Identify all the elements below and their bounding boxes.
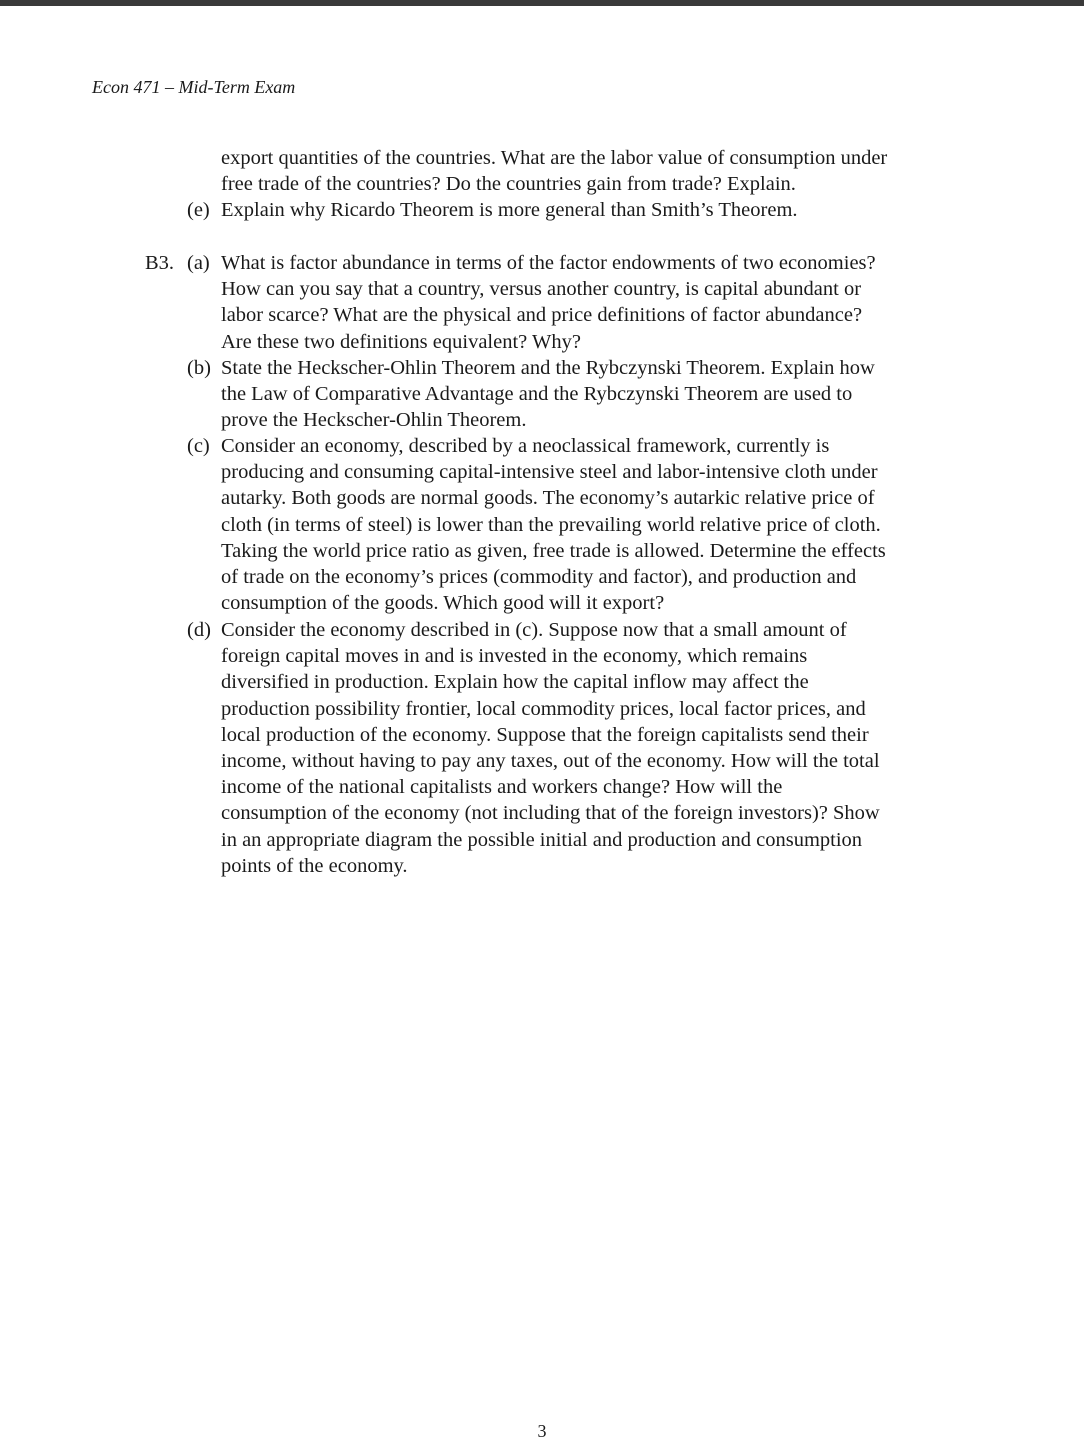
part-label: (c) [187,435,210,457]
part-label: (e) [187,199,210,221]
running-header: Econ 471 – Mid-Term Exam [92,77,296,97]
question-number: B3. [145,252,175,274]
part-label: (d) [187,619,211,641]
top-border-bar [0,0,1084,6]
page-number: 3 [537,1421,547,1441]
part-text: What is factor abundance in terms of the factor endowments of two economies? How can you say that a country, versus another country, is capital abundant or labor scarce? What are the physical and price definitions of factor abundance? Are these two definitions equivalent? Why? [221,252,876,353]
part-label: (a) [187,252,210,274]
part-text: Consider an economy, described by a neoclassical framework, currently is producing and consuming capital-intensive steel and labor-intensive cloth under autarky. Both goods are normal goods. The economy’s autarkic relative price of cloth (in terms of steel) is lower than the prevailing world relative price of cloth. Taking the world price ratio as given, free trade is allowed. Determine the effects of trade on the economy’s prices (commodity and factor), and production and consumption of the goods. Which good will it export? [221,435,886,615]
part-label: (b) [187,357,211,379]
part-text: Explain why Ricardo Theorem is more general than Smith’s Theorem. [221,199,798,221]
part-text: State the Heckscher-Ohlin Theorem and the Rybczynski Theorem. Explain how the Law of Comparative Advantage and the Rybczynski Theorem are used to prove the Heckscher-Ohlin Theorem. [221,357,875,432]
question-b3 [0,250,1084,880]
part-text: Consider the economy described in (c). Suppose now that a small amount of foreign capital moves in and is invested in the economy, which remains diversified in production. Explain how the capital inflow may affect the production possibility frontier, local commodity prices, local factor prices, and local production of the economy. Suppose that the foreign capitalists send their income, without having to pay any taxes, out of the economy. How will the total income of the national capitalists and workers change? How will the consumption of the economy (not including that of the foreign investors)? Show in an appropriate diagram the possible initial and production and consumption points of the economy. [221,619,880,877]
previous-question-continuation: export quantities of the countries. What are the labor value of consumption under free trade of the countries? Do the countries gain from trade? Explain. [221,147,888,196]
previous-question-part-e [0,197,1084,224]
